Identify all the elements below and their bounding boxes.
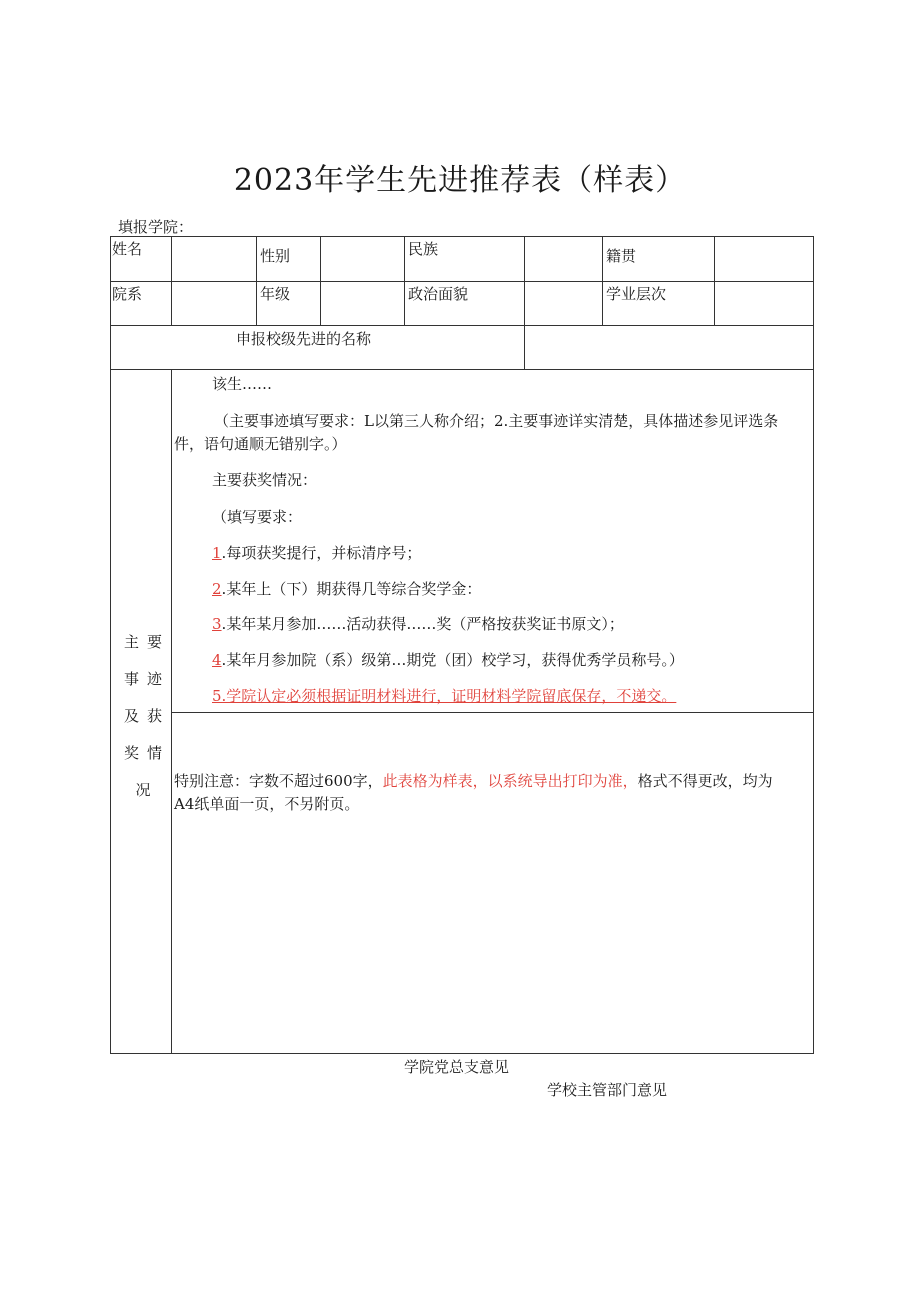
item-number: 3	[212, 615, 222, 633]
table-border-bottom	[110, 1053, 813, 1054]
gender-label: 性别	[260, 247, 291, 265]
item-number: 4	[212, 651, 222, 669]
political-label: 政治面貌	[408, 285, 469, 303]
note-red-text: 此表格为样表，以系统导出打印为准，	[382, 772, 638, 790]
item-text: .某年某月参加……活动获得……奖（严格按获奖证书原文）；	[221, 615, 624, 633]
list-item	[212, 614, 624, 634]
origin-label: 籍贯	[606, 247, 637, 265]
awards-heading: 主要获奖情况：	[212, 471, 318, 489]
list-item-5: 5.学院认定必须根据证明材料进行，证明材料学院留底保存，不递交。	[212, 687, 677, 705]
list-item	[212, 650, 684, 670]
table-border-left	[110, 236, 111, 1054]
side-label-line-2: 事迹	[124, 670, 171, 688]
side-label-line-5: 况	[135, 781, 159, 799]
item-text: .某年月参加院（系）级第…期党（团）校学习，获得优秀学员称号。）	[221, 651, 684, 669]
special-note	[174, 770, 790, 816]
side-label-line-1: 主要	[124, 633, 171, 651]
dept-label: 院系	[112, 285, 143, 303]
ethnicity-label: 民族	[408, 240, 439, 258]
row-divider-2	[110, 325, 813, 326]
item-number: 1	[212, 544, 222, 562]
item-text: .某年上（下）期获得几等综合奖学金：	[221, 580, 482, 598]
note-prefix: 特别注意：字数不超过600字，	[174, 772, 383, 790]
side-label-line-3: 及获	[124, 707, 171, 725]
list-item	[212, 543, 421, 563]
col-divider-1b	[171, 369, 172, 1054]
note-suffix: 格式不得更改，均为A4纸单面一页，不另附页。	[174, 772, 773, 813]
grade-label: 年级	[260, 285, 291, 303]
fill-college-label: 填报学院：	[118, 218, 194, 236]
level-label: 学业层次	[606, 285, 667, 303]
item-number: 2	[212, 580, 222, 598]
school-opinion-label: 学校主管部门意见	[547, 1081, 668, 1099]
row-divider-1	[110, 281, 813, 282]
col-divider-1	[171, 236, 172, 325]
fill-requirement: （填写要求：	[212, 508, 303, 526]
table-border-right	[813, 236, 814, 1054]
college-opinion-label: 学院党总支意见	[404, 1058, 510, 1076]
col-divider-7	[714, 236, 715, 325]
list-item	[212, 579, 481, 599]
col-divider-3	[320, 236, 321, 325]
row-divider-4	[171, 712, 813, 713]
item-text: .每项获奖提行，并标清序号；	[221, 544, 422, 562]
name-label: 姓名	[112, 240, 143, 258]
deeds-intro: 该生……	[212, 375, 273, 393]
col-divider-5	[524, 236, 525, 369]
side-label-line-4: 奖情	[124, 744, 171, 762]
page-title: 2023年学生先进推荐表（样表）	[233, 163, 687, 198]
col-divider-4	[404, 236, 405, 325]
award-name-label: 申报校级先进的名称	[236, 330, 372, 348]
col-divider-2	[256, 236, 257, 325]
row-divider-3	[110, 369, 813, 370]
table-border-top	[110, 236, 813, 237]
col-divider-6	[602, 236, 603, 325]
deeds-requirement: （主要事迹填写要求：L以第三人称介绍；2.主要事迹详实清楚，具体描述参见评选条件，语句通顺无错别字。）	[174, 412, 779, 453]
